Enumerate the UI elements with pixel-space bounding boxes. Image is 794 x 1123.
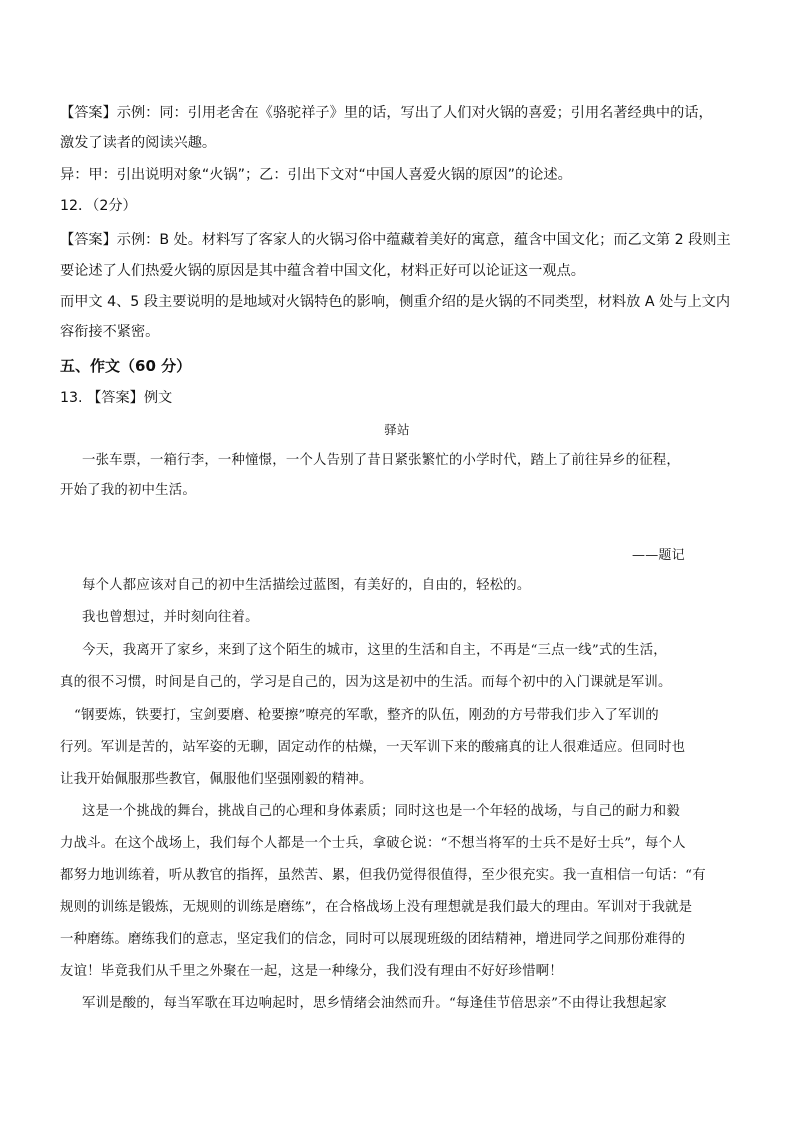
essay-line: 真的很不习惯，时间是自己的，学习是自己的，因为这是初中的生活。而每个初中的入门课就是军训。 — [60, 675, 672, 690]
answer-12-line-1: 【答案】示例：B 处。材料写了客家人的火锅习俗中蕴藏着美好的寓意，蕴含中国文化；而乙文第 2 段则主 — [60, 232, 731, 248]
essay-line: 今天，我离开了家乡，来到了这个陌生的城市，这里的生活和自主，不再是“三点一线”式的生活， — [82, 643, 667, 658]
essay-line: 一种磨练。磨练我们的意志，坚定我们的信念，同时可以展现班级的团结精神，增进同学之间那份难得的 — [60, 932, 686, 947]
answer-12-line-4: 容衔接不紧密。 — [60, 324, 160, 340]
essay-line: 我也曾想过，并时刻向往着。 — [82, 610, 259, 625]
question-13-label: 13. 【答案】例文 — [60, 390, 173, 406]
epigraph-attribution: ——题记 — [632, 548, 685, 563]
essay-line: 都努力地训练着，听从教官的指挥，虽然苦、累，但我仍觉得很值得，至少很充实。我一直相信一句话：“有 — [60, 868, 706, 883]
section-heading: 五、作文（60 分） — [60, 357, 192, 375]
essay-line: 军训是酸的，每当军歌在耳边响起时，思乡情绪会油然而升。“每逢佳节倍思亲”不由得让我想起家 — [82, 996, 667, 1011]
essay-line: 一张车票，一箱行李，一种憧憬，一个人告别了昔日紧张繁忙的小学时代，踏上了前往异乡的征程， — [82, 453, 680, 468]
essay-line: 友谊！毕竟我们从千里之外聚在一起，这是一种缘分，我们没有理由不好好珍惜啊！ — [60, 964, 563, 979]
essay-line: 开始了我的初中生活。 — [60, 483, 196, 498]
answer-11-line-1: 【答案】示例：同：引用老舍在《骆驼祥子》里的话，写出了人们对火锅的喜爱；引用名著经典中的话， — [60, 105, 713, 121]
answer-11-line-2: 激发了读者的阅读兴趣。 — [60, 135, 217, 151]
question-12-label: 12．（2分） — [60, 198, 137, 214]
answer-12-line-3: 而甲文 4、5 段主要说明的是地域对火锅特色的影响，侧重介绍的是火锅的不同类型，材料放 A 处与上文内 — [60, 294, 731, 310]
essay-line: “钢要炼，铁要打，宝剑要磨、枪要擦”嘹亮的军歌，整齐的队伍，刚劲的方号带我们步入了军训的 — [74, 708, 659, 723]
essay-line: 这是一个挑战的舞台，挑战自己的心理和身体素质；同时这也是一个年轻的战场，与自己的耐力和毅 — [82, 804, 680, 819]
essay-line: 每个人都应该对自己的初中生活描绘过蓝图，有美好的，自由的，轻松的。 — [82, 578, 531, 593]
essay-line: 力战斗。在这个战场上，我们每个人都是一个士兵，拿破仑说：“不想当将军的士兵不是好士兵”，每个人 — [60, 836, 686, 851]
essay-line: 规则的训练是锻炼，无规则的训练是磨练”，在合格战场上没有理想就是我们最大的理由。军训对于我就是 — [60, 900, 693, 915]
answer-12-line-2: 要论述了人们热爱火锅的原因是其中蕴含着中国文化，材料正好可以论证这一观点。 — [60, 263, 585, 279]
essay-title: 驿站 — [384, 422, 410, 437]
essay-line: 让我开始佩服那些教官，佩服他们坚强刚毅的精神。 — [60, 772, 373, 787]
answer-11-line-3: 异：甲：引出说明对象“火锅”；乙：引出下文对“中国人喜爱火锅的原因”的论述。 — [60, 167, 572, 183]
essay-line: 行列。军训是苦的，站军姿的无聊，固定动作的枯燥，一天军训下来的酸痛真的让人很难适应。但同时也 — [60, 740, 686, 755]
